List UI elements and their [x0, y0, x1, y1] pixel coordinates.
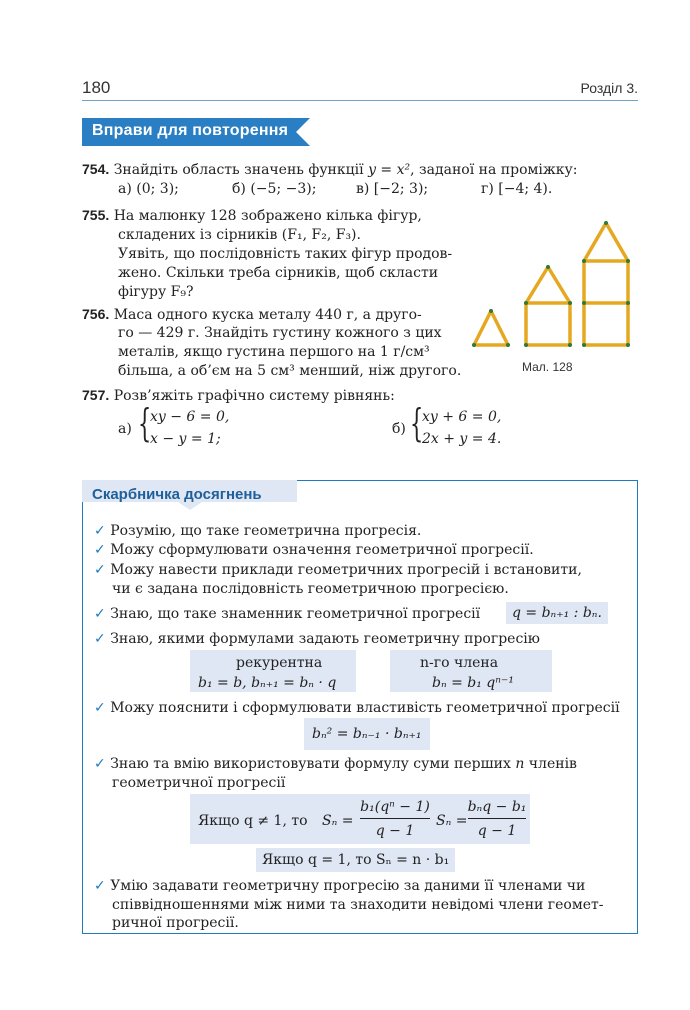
sum2-denominator: q − 1 [477, 823, 517, 839]
achievement-item [94, 699, 620, 717]
q-formula: q = bₙ₊₁ : bₙ. [506, 602, 608, 624]
check-icon: ✓ [94, 700, 106, 716]
exercise-756-line1 [82, 305, 422, 324]
system-a-eq1: xy − 6 = 0, [150, 409, 230, 425]
achievement-text: Можу сформулювати означення геометричної прогресії. [110, 542, 534, 558]
exercise-756-line3: металів, якщо густина першого на 1 г/см³ [118, 344, 430, 360]
fraction-bar [468, 818, 526, 819]
exercise-number: 755. [82, 207, 110, 223]
check-icon: ✓ [94, 756, 106, 772]
system-b-eq1: xy + 6 = 0, [422, 409, 502, 425]
exercise-755-line2: складених із сірників (F₁, F₂, F₃). [118, 227, 361, 243]
sum-lhs: Sₙ = [322, 813, 354, 829]
brace: { [410, 401, 424, 445]
achievement-text: Знаю та вмію використовувати формулу суми перших [110, 756, 511, 772]
sum-denominator: q − 1 [375, 823, 415, 839]
exercise-number: 754. [82, 161, 110, 177]
match [491, 311, 508, 345]
nth-label: n-го члена [420, 655, 499, 671]
recurrent-label: рекурентна [236, 655, 323, 671]
exercise-text: Розв’яжіть графічно систему рівнянь: [113, 388, 395, 404]
exercise-756-line2: го — 429 г. Знайдіть густину кожного з цих [118, 325, 442, 341]
check-icon: ✓ [94, 562, 106, 578]
achievements-title: Скарбничка досягнень [92, 486, 262, 503]
page-number: 180 [82, 78, 111, 97]
achievement-text-cont: чи є задана послідовність геометричною прогресією. [112, 581, 509, 597]
fraction-bar [360, 818, 430, 819]
exercises-heading: Вправи для повторення [92, 122, 289, 139]
exercise-number: 757. [82, 387, 110, 403]
recurrent-formula: b₁ = b, bₙ₊₁ = bₙ · q [198, 675, 337, 691]
achievement-text: Можу пояснити і сформулювати властивість геометричної прогресії [110, 700, 620, 716]
match [584, 223, 606, 261]
achievement-item [94, 522, 421, 540]
exercise-755-line3: Уявіть, що послідовність таких фігур продов- [118, 246, 453, 262]
achievement-text: членів [528, 756, 577, 772]
figure-caption: Мал. 128 [522, 360, 573, 374]
exercise-number: 756. [82, 306, 110, 322]
brace: { [138, 401, 152, 445]
exercise-text: Маса одного куска металу 440 г, а друго- [113, 307, 422, 323]
check-icon: ✓ [94, 631, 106, 647]
property-formula: bₙ² = bₙ₋₁ · bₙ₊₁ [304, 718, 430, 750]
matchstick-figure [468, 215, 638, 355]
match [606, 223, 628, 261]
exercise-755-line1 [82, 206, 422, 225]
sum-q1-formula: Якщо q = 1, то Sₙ = n · b₁ [256, 848, 455, 872]
n-variable: n [515, 756, 525, 772]
match [474, 311, 491, 345]
exercise-text: , заданої на проміжку: [410, 162, 578, 178]
achievement-text: Можу навести приклади геометричних прогресій і встановити, [110, 562, 582, 578]
achievement-text: Знаю, якими формулами задають геометричну прогресію [110, 631, 540, 647]
achievement-text: Знаю, що таке знаменник геометричної прогресії [110, 606, 481, 622]
exercise-757 [82, 386, 395, 405]
achievement-item [94, 561, 582, 579]
check-icon: ✓ [94, 523, 106, 539]
option-c: в) [−2; 3); [356, 181, 429, 197]
exercise-755-line5: фігуру F₉? [118, 284, 194, 300]
achievement-item [94, 755, 577, 773]
nth-formula: bₙ = b₁ qⁿ⁻¹ [432, 675, 514, 691]
sum-numerator: b₁(qⁿ − 1) [360, 799, 430, 815]
exercise-756-line4: більша, а об’єм на 5 см³ менший, ніж другого. [118, 363, 462, 379]
exercise-text: Знайдіть область значень функції [113, 162, 364, 178]
system-b-label: б) [392, 421, 406, 437]
achievement-text-cont: геометричної прогресії [112, 775, 286, 791]
sum-condition: Якщо q ≠ 1, то [198, 813, 308, 829]
achievement-item [94, 630, 540, 648]
system-b-eq2: 2x + y = 4. [422, 431, 502, 447]
achievement-item [94, 605, 480, 623]
achievement-text-cont: ричної прогресії. [112, 915, 239, 931]
sum2-numerator: bₙq − b₁ [467, 799, 527, 815]
match [548, 267, 570, 303]
achievement-item [94, 877, 585, 895]
match [526, 267, 548, 303]
check-icon: ✓ [94, 606, 106, 622]
option-d: г) [−4; 4). [481, 181, 553, 197]
achievement-text: Умію задавати геометричну прогресію за даними її членами чи [110, 878, 586, 894]
exercise-755-line4: жено. Скільки треба сірників, щоб скласти [118, 265, 439, 281]
achievement-item [94, 541, 534, 559]
sum2-lhs: Sₙ = [436, 813, 468, 829]
check-icon: ✓ [94, 542, 106, 558]
system-a-eq2: x − y = 1; [150, 431, 221, 447]
formula: y = x² [368, 162, 411, 178]
option-b: б) (−5; −3); [232, 181, 317, 197]
check-icon: ✓ [94, 878, 106, 894]
option-a: а) (0; 3); [118, 181, 179, 197]
achievement-text: Розумію, що таке геометрична прогресія. [110, 523, 422, 539]
exercise-754 [82, 160, 577, 179]
exercise-text: На малюнку 128 зображено кілька фігур, [113, 208, 422, 224]
system-a-label: а) [118, 421, 132, 437]
header-divider [82, 100, 638, 101]
achievement-text-cont: співвідношеннями між ними та знаходити невідомі члени геомет- [112, 897, 604, 913]
section-title: Розділ 3. [580, 80, 638, 96]
